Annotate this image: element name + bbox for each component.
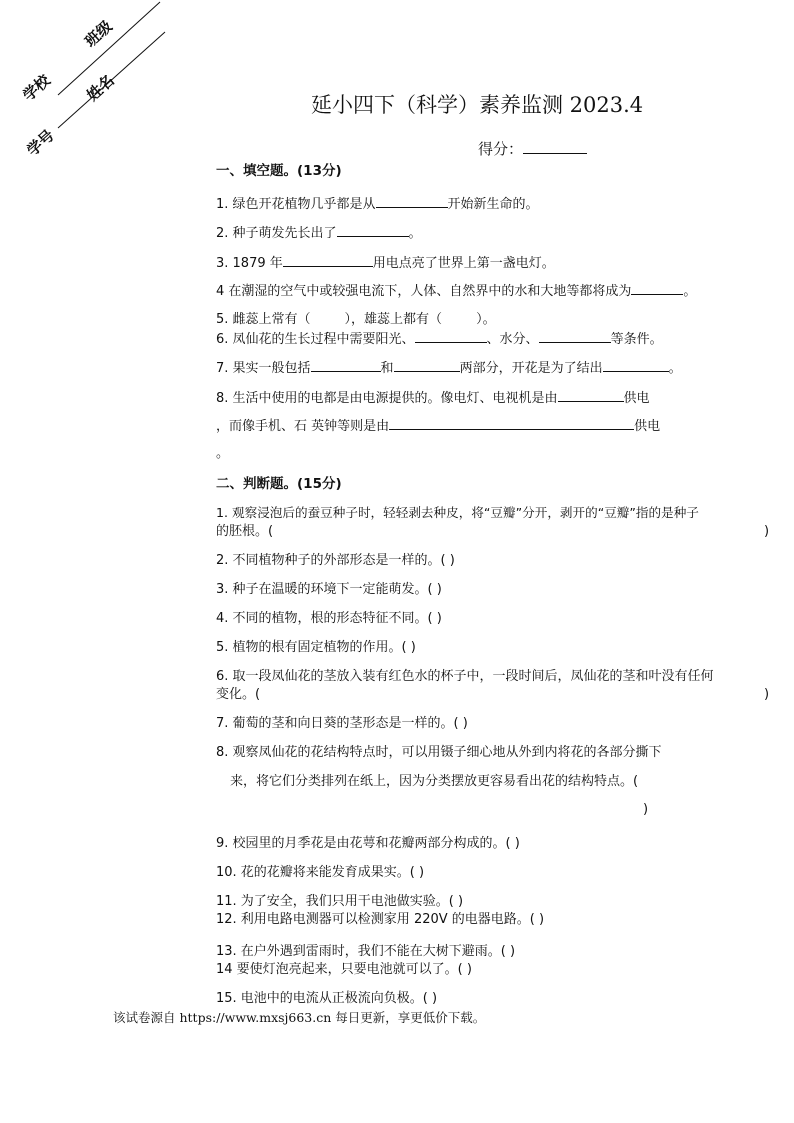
blank (415, 330, 487, 343)
blank (283, 254, 373, 267)
blank (603, 359, 669, 372)
fill-q6: 6. 凤仙花的生长过程中需要阳光、 、水分、 等条件。 (216, 332, 663, 347)
section2-heading: 二、判断题。(15分) (216, 476, 342, 492)
judge-q8-paren: ) (643, 802, 649, 817)
judge-q1-paren: ) (764, 524, 770, 539)
fill-q2: 2. 种子萌发先长出了 。 (216, 226, 422, 241)
judge-q13: 13. 在户外遇到雷雨时，我们不能在大树下避雨。( ) (216, 944, 516, 959)
section1-heading: 一、填空题。(13分) (216, 163, 342, 179)
name-label: 姓名 (83, 71, 118, 105)
judge-q1-line2: 的胚根。( (216, 524, 274, 539)
judge-q8-line1: 8. 观察凤仙花的花结构特点时，可以用镊子细心地从外到内将花的各部分撕下 (216, 745, 662, 760)
judge-q6-line1: 6. 取一段凤仙花的茎放入装有红色水的杯子中，一段时间后，凤仙花的茎和叶没有任何 (216, 669, 714, 684)
judge-q4: 4. 不同的植物，根的形态特征不同。( ) (216, 611, 442, 626)
judge-q3: 3. 种子在温暖的环境下一定能萌发。( ) (216, 582, 442, 597)
fill-q3: 3. 1879 年 用电点亮了世界上第一盏电灯。 (216, 256, 555, 271)
class-label: 班级 (81, 17, 116, 51)
fill-q8-line2: ，而像手机、石 英钟等则是由 供电 (216, 419, 661, 434)
blank (394, 359, 460, 372)
fill-q5: 5. 雌蕊上常有（ ），雄蕊上都有（ ）。 (216, 312, 496, 327)
judge-q7: 7. 葡萄的茎和向日葵的茎形态是一样的。( ) (216, 716, 468, 731)
blank (337, 224, 409, 237)
blank (539, 330, 611, 343)
score-blank (523, 141, 587, 154)
judge-q12: 12. 利用电路电测器可以检测家用 220V 的电器电路。( ) (216, 912, 545, 927)
fill-q8-line3: 。 (216, 446, 230, 461)
fill-q1: 1. 绿色开花植物几乎都是从 开始新生命的。 (216, 197, 539, 212)
judge-q1-line1: 1. 观察浸泡后的蚕豆种子时，轻轻剥去种皮，将“豆瓣”分开，剥开的“豆瓣”指的是种子 (216, 505, 699, 520)
judge-q8-line2: 来，将它们分类排列在纸上，因为分类摆放更容易看出花的结构特点。( (230, 774, 639, 789)
judge-q5: 5. 植物的根有固定植物的作用。( ) (216, 640, 416, 655)
blank (389, 417, 634, 430)
page-title: 延小四下（科学）素养监测 2023.4 (311, 93, 644, 117)
fill-q4: 4 在潮湿的空气中或较强电流下，人体、自然界中的水和大地等都将成为 。 (216, 284, 697, 299)
blank (311, 359, 381, 372)
judge-q6-paren: ) (764, 687, 770, 702)
judge-q10: 10. 花的花瓣将来能发育成果实。( ) (216, 865, 425, 880)
blank (631, 282, 683, 295)
judge-q2: 2. 不同植物种子的外部形态是一样的。( ) (216, 553, 455, 568)
judge-q15: 15. 电池中的电流从正极流向负极。( ) (216, 991, 438, 1006)
judge-q11: 11. 为了安全，我们只用干电池做实验。( ) (216, 894, 464, 909)
judge-q6-line2: 变化。( (216, 687, 261, 702)
blank (376, 195, 448, 208)
score-field (478, 140, 587, 158)
fill-q8-line1: 8. 生活中使用的电都是由电源提供的。像电灯、电视机是由 供电 (216, 391, 650, 406)
blank (558, 389, 624, 402)
id-label: 学号 (23, 126, 58, 160)
school-label: 学校 (19, 71, 54, 105)
fill-q7: 7. 果实一般包括 和 两部分，开花是为了结出 。 (216, 361, 682, 376)
judge-q9: 9. 校园里的月季花是由花萼和花瓣两部分构成的。( ) (216, 836, 520, 851)
score-label: 得分： (478, 140, 524, 158)
judge-q14: 14 要使灯泡亮起来，只要电池就可以了。( ) (216, 962, 472, 977)
source-footer: 该试卷源自 https://www.mxsj663.cn 每日更新，享更低价下载。 (113, 1010, 486, 1025)
